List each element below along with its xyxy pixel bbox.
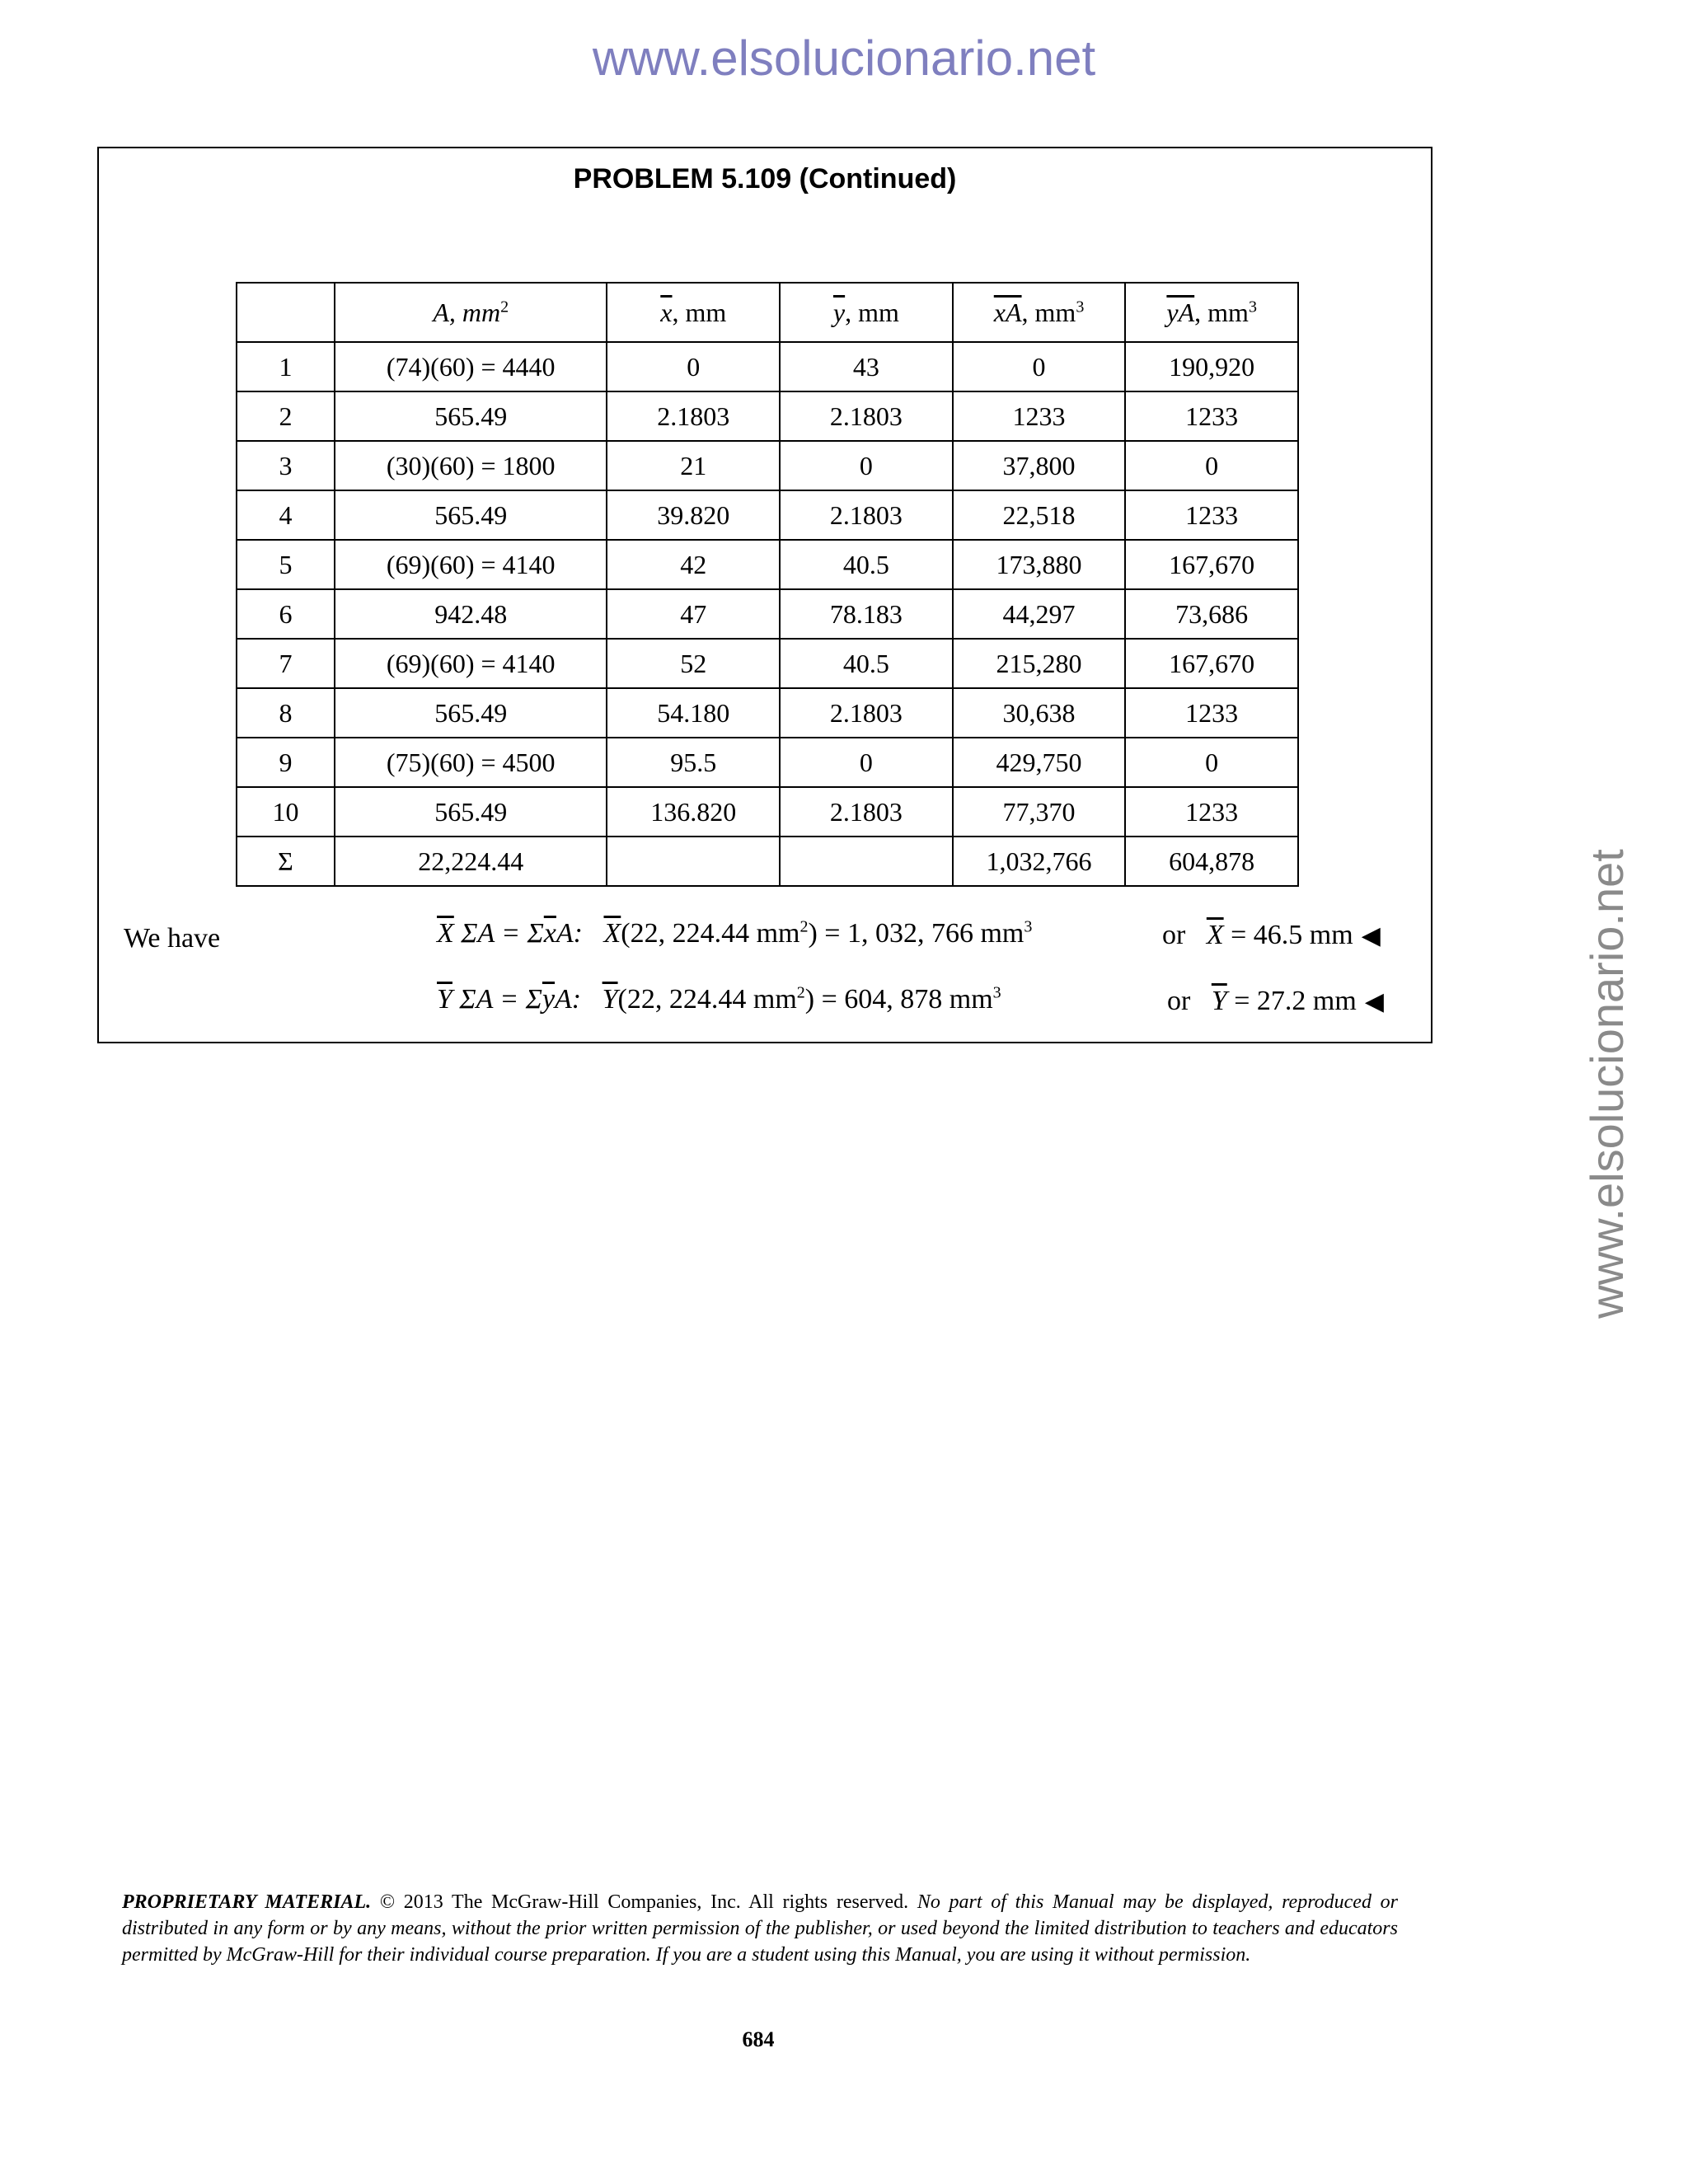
table-cell-y: 0: [780, 738, 953, 787]
table-cell-xA: 22,518: [953, 490, 1126, 540]
table-cell-y: 43: [780, 342, 953, 391]
table-cell-yA: 1233: [1125, 787, 1298, 837]
table-header-row: [237, 283, 1298, 342]
table-cell-A: (69)(60) = 4140: [335, 540, 607, 589]
table-cell-y: 2.1803: [780, 391, 953, 441]
table-cell-n: 10: [237, 787, 335, 837]
table-cell-n: 3: [237, 441, 335, 490]
table-row: [237, 540, 1298, 589]
sum-cell-yA: 604,878: [1125, 837, 1298, 886]
table-cell-xA: 0: [953, 342, 1126, 391]
result-y: or $\overline{Y} = 27.2$ mm ◀: [1167, 986, 1384, 1016]
table-cell-A: 565.49: [335, 391, 607, 441]
sum-cell-x: [607, 837, 780, 886]
table-row: [237, 342, 1298, 391]
header-ya: $\overline{yA}$, $mm^3$: [1125, 283, 1298, 342]
table-cell-A: 565.49: [335, 787, 607, 837]
table-cell-A: (69)(60) = 4140: [335, 639, 607, 688]
table-cell-x: 0: [607, 342, 780, 391]
header-ybar: $\overline{y}$, mm: [780, 283, 953, 342]
equations-label: We have: [124, 923, 221, 954]
table-cell-n: 9: [237, 738, 335, 787]
table-cell-yA: 167,670: [1125, 639, 1298, 688]
table-cell-A: (75)(60) = 4500: [335, 738, 607, 787]
table-cell-yA: 0: [1125, 441, 1298, 490]
table-cell-yA: 1233: [1125, 391, 1298, 441]
problem-box: [97, 147, 1432, 1043]
table-row: [237, 441, 1298, 490]
table-cell-x: 21: [607, 441, 780, 490]
table-cell-n: 8: [237, 688, 335, 738]
header-area: A, $mm^2$: [335, 283, 607, 342]
equation-x: $\overline{X}$ $\Sigma A = \Sigma\overline{x}A$: $\overline{X}(22$, 224.44 $mm^2) = 1$, 032, 766 $mm^3$: [437, 917, 1033, 949]
sum-cell-y: [780, 837, 953, 886]
sum-cell-A: 22,224.44: [335, 837, 607, 886]
header-xa: $\overline{xA}$, $mm^3$: [953, 283, 1126, 342]
copyright-footer: PROPRIETARY MATERIAL. © 2013 The McGraw-Hill Companies, Inc. All rights reserved. No part of this Manual may be displayed, reproduced or distributed in any form or by any means, without the prior written permission of the publisher, or used beyond the limited distribution to teachers and educators permitted by McGraw-Hill for their individual course preparation. If you are a student using this Manual, you are using it without permission.: [122, 1891, 1398, 1966]
table-cell-xA: 44,297: [953, 589, 1126, 639]
table-cell-n: 7: [237, 639, 335, 688]
centroid-table: [236, 282, 1299, 887]
table-cell-x: 95.5: [607, 738, 780, 787]
table-cell-y: 2.1803: [780, 787, 953, 837]
table-cell-y: 40.5: [780, 540, 953, 589]
table-cell-x: 54.180: [607, 688, 780, 738]
table-cell-y: 78.183: [780, 589, 953, 639]
table-cell-xA: 429,750: [953, 738, 1126, 787]
table-cell-yA: 190,920: [1125, 342, 1298, 391]
table-cell-yA: 73,686: [1125, 589, 1298, 639]
table-cell-yA: 0: [1125, 738, 1298, 787]
table-cell-xA: 173,880: [953, 540, 1126, 589]
page-number: 684: [742, 2027, 775, 2051]
table-cell-x: 47: [607, 589, 780, 639]
table-row: [237, 391, 1298, 441]
table-cell-n: 4: [237, 490, 335, 540]
table-cell-n: 2: [237, 391, 335, 441]
table-cell-n: 1: [237, 342, 335, 391]
table-cell-xA: 215,280: [953, 639, 1126, 688]
table-cell-A: 565.49: [335, 688, 607, 738]
table-cell-y: 2.1803: [780, 490, 953, 540]
table-cell-n: 5: [237, 540, 335, 589]
sum-cell-xA: 1,032,766: [953, 837, 1126, 886]
table-cell-xA: 77,370: [953, 787, 1126, 837]
table-row: [237, 738, 1298, 787]
equation-y: $\overline{Y}$ $\Sigma A = \Sigma\overline{y}A$: $\overline{Y}(22$, 224.44 $mm^2) = 604$, 878 $mm^3$: [437, 983, 1001, 1015]
table-row: [237, 589, 1298, 639]
table-cell-A: 565.49: [335, 490, 607, 540]
table-cell-y: 2.1803: [780, 688, 953, 738]
result-x: or $\overline{X} = 46.5$ mm ◀: [1162, 920, 1381, 950]
table-cell-y: 0: [780, 441, 953, 490]
answer-arrow-icon: ◀: [1361, 922, 1381, 949]
table-cell-x: 52: [607, 639, 780, 688]
table-row: [237, 688, 1298, 738]
table-sum-row: [237, 837, 1298, 886]
table-cell-A: 942.48: [335, 589, 607, 639]
watermark-top: www.elsolucionario.net: [592, 30, 1096, 86]
table-cell-yA: 1233: [1125, 490, 1298, 540]
table-cell-x: 136.820: [607, 787, 780, 837]
table-cell-xA: 37,800: [953, 441, 1126, 490]
problem-title: PROBLEM 5.109 (Continued): [573, 163, 957, 194]
table-cell-x: 39.820: [607, 490, 780, 540]
table-cell-yA: 167,670: [1125, 540, 1298, 589]
table-cell-yA: 1233: [1125, 688, 1298, 738]
table-row: [237, 787, 1298, 837]
header-xbar: $\overline{x}$, mm: [607, 283, 780, 342]
table-cell-xA: 1233: [953, 391, 1126, 441]
table-cell-x: 42: [607, 540, 780, 589]
table-cell-A: (74)(60) = 4440: [335, 342, 607, 391]
watermark-side: www.elsolucionario.net: [1581, 849, 1633, 1319]
table-cell-A: (30)(60) = 1800: [335, 441, 607, 490]
table-cell-y: 40.5: [780, 639, 953, 688]
table-cell-x: 2.1803: [607, 391, 780, 441]
table-row: [237, 639, 1298, 688]
table-cell-n: 6: [237, 589, 335, 639]
table-cell-xA: 30,638: [953, 688, 1126, 738]
sum-cell-n: Σ: [237, 837, 335, 886]
header-index: [237, 283, 335, 342]
answer-arrow-icon: ◀: [1364, 988, 1384, 1015]
table-row: [237, 490, 1298, 540]
